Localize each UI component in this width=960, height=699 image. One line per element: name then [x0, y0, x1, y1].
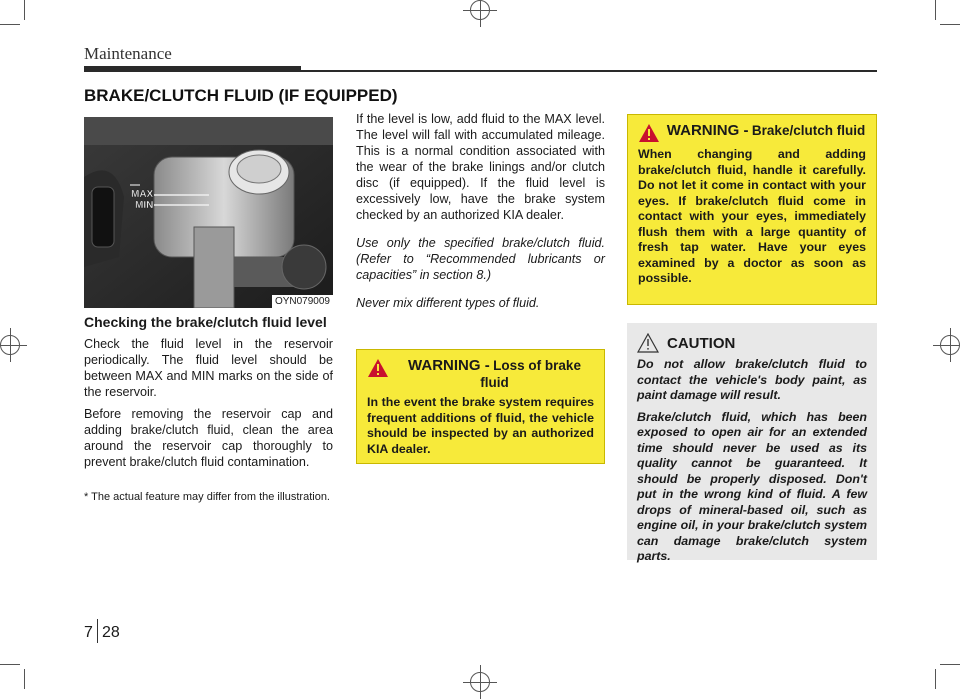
warning-topic: Brake/clutch fluid	[751, 123, 866, 138]
crop-mark	[940, 664, 960, 665]
registration-mark	[470, 0, 490, 20]
subheading: Checking the brake/clutch fluid level	[84, 314, 327, 330]
middle-column	[356, 111, 605, 317]
warning-topic: Loss of brake fluid	[480, 358, 581, 390]
warning-body: When changing and adding brake/clutch fluid, handle it carefully. Do not let it come in contact with your eyes. If brake/clutch fluid come in contact with your eyes, immediately flush them with a large quantity of fresh tap water. Have your eyes examined by a doctor as soon as possible.	[638, 147, 866, 285]
reservoir-illustration	[84, 117, 333, 308]
footnote	[84, 490, 333, 504]
paragraph: Check the fluid level in the reservoir periodically. The fluid level should be between MAX and MIN marks on the side of the reservoir.	[84, 337, 333, 399]
section-title: Maintenance	[84, 44, 172, 63]
paragraph-italic: Never mix different types of fluid.	[356, 296, 540, 310]
warning-box-brake-fluid	[627, 114, 877, 305]
caution-paragraph: Brake/clutch fluid, which has been exposed to open air for an extended time should never be used as its quality cannot be guaranteed. It should be properly disposed. Don't put in the wrong kind of fluid. A few drops of mineral-based oil, such as engine oil, in your brake/clutch system can damage brake/clutch system parts.	[637, 409, 867, 563]
max-label: MAX	[131, 189, 154, 200]
warning-triangle-icon	[638, 123, 660, 143]
warning-body: In the event the brake system requires frequent additions of fluid, the vehicle should be inspected by an authorized KIA dealer.	[367, 395, 594, 456]
header-rule-thin	[301, 70, 877, 72]
page-title: BRAKE/CLUTCH FLUID (IF EQUIPPED)	[84, 86, 398, 105]
registration-mark	[0, 335, 20, 355]
paragraph: Before removing the reservoir cap and adding brake/clutch fluid, clean the area around the reservoir cap thoroughly to prevent brake/clutch fluid contamination.	[84, 407, 333, 469]
crop-mark	[935, 0, 936, 20]
warning-header	[367, 358, 594, 391]
chapter-number: 7	[84, 624, 93, 641]
footnote-text: The actual feature may differ from the illustration.	[91, 491, 330, 503]
crop-mark	[24, 0, 25, 20]
caution-paragraph: Do not allow brake/clutch fluid to contact the vehicle's body paint, as paint damage will result.	[637, 357, 867, 402]
photo-code: OYN079009	[272, 295, 333, 308]
min-label: MIN	[135, 200, 154, 211]
warning-word: WARNING -	[666, 122, 749, 139]
crop-mark	[0, 664, 20, 665]
crop-mark	[935, 669, 936, 689]
footer-divider	[97, 619, 98, 643]
warning-triangle-icon	[367, 358, 389, 378]
registration-mark	[940, 335, 960, 355]
paragraph-italic: Use only the specified brake/clutch fluid. (Refer to “Recommended lubricants or capacities” in section 8.)	[356, 236, 605, 282]
registration-mark	[470, 672, 490, 692]
crop-mark	[0, 24, 20, 25]
left-column	[84, 314, 333, 476]
crop-mark	[24, 669, 25, 689]
warning-word: WARNING -	[408, 357, 490, 374]
warning-header	[638, 123, 866, 143]
footnote-mark: *	[84, 491, 89, 503]
reservoir-photo	[84, 117, 333, 308]
caution-triangle-icon	[637, 333, 659, 353]
caution-word: CAUTION	[667, 334, 736, 352]
warning-box-loss-of-fluid	[356, 349, 605, 464]
crop-mark	[940, 24, 960, 25]
header-rule	[84, 66, 301, 72]
page-number: 28	[102, 624, 120, 641]
caution-box	[627, 323, 877, 563]
caution-header	[637, 333, 867, 353]
paragraph: If the level is low, add fluid to the MAX level. The level will fall with accumulated mileage. This is a normal condition associated with the wear of the brake linings and/or clutch disc (if equipped). If the fluid level is excessively low, have the brake system checked by an authorized KIA dealer.	[356, 112, 605, 222]
